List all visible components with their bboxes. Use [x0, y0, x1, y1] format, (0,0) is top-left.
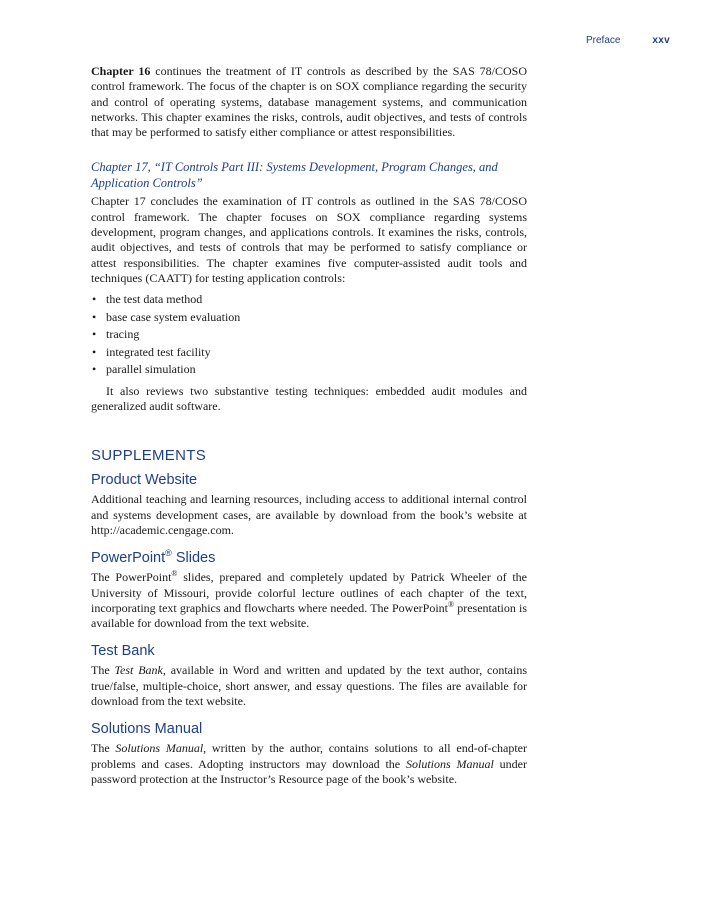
chapter-17-closing: It also reviews two substantive testing techniques: embedded audit modules and generalized audit software. [91, 383, 527, 414]
bullet-icon: • [92, 344, 97, 359]
bullet-icon: • [92, 292, 97, 307]
heading-solutions-manual: Solutions Manual [91, 721, 203, 738]
chapter-16-paragraph [91, 64, 527, 140]
section-title-supplements: SUPPLEMENTS [91, 447, 206, 465]
bullet-icon: • [92, 309, 97, 324]
running-header [586, 35, 670, 49]
page-body [91, 64, 527, 787]
heading-powerpoint-slides: PowerPoint® Slides [91, 548, 216, 567]
heading-product-website: Product Website [91, 472, 198, 489]
bullet-icon: • [92, 327, 97, 342]
chapter-16-text: continues the treatment of IT controls as described by the SAS 78/COSO control framework. The focus of the chapter is on SOX compliance regarding the security and control of operating systems, database management systems, and communication networks. This chapter examines the risks, controls, audit objectives, and tests of controls that may be performed to satisfy either compliance or attest responsibilities. [91, 64, 527, 140]
list-item: • base case system evaluation [91, 309, 527, 327]
chapter-17-paragraph: Chapter 17 concludes the examination of IT controls as outlined in the SAS 78/COSO control framework. The chapter focuses on SOX compliance regarding systems development, program changes, and applications controls. It examines the risks, controls, audit objectives, and tests of controls that may be performed to satisfy compliance or attest responsibilities. The chapter examines five computer-assisted audit tools and techniques (CAATT) for testing application controls: [91, 194, 527, 285]
list-item: • the test data method [91, 291, 527, 309]
list-item: • tracing [91, 326, 527, 344]
powerpoint-paragraph: The PowerPoint® slides, prepared and completely updated by Patrick Wheeler of the University of Missouri, provide colorful lecture outlines of each chapter of the text, incorporating text graphics and flowcharts where needed. The PowerPoint® presentation is available for download from the text website. [91, 569, 527, 631]
chapter-16-lead: Chapter 16 [91, 64, 151, 78]
heading-test-bank: Test Bank [91, 643, 155, 660]
bullet-icon: • [92, 362, 97, 377]
product-website-paragraph: Additional teaching and learning resources, including access to additional internal control and systems development cases, are available by download from the book’s website at http://academic.cengage.com. [91, 492, 527, 537]
solutions-manual-paragraph: The Solutions Manual, written by the author, contains solutions to all end-of-chapter problems and cases. Adopting instructors may download the Solutions Manual under password protection at the Instructor’s Resource page of the book’s website. [91, 741, 527, 786]
caatt-list [91, 291, 527, 379]
page-number: xxv [652, 35, 670, 46]
list-item: • integrated test facility [91, 344, 527, 362]
running-header-title: Preface [586, 35, 621, 46]
test-bank-paragraph: The Test Bank, available in Word and written and updated by the text author, contains true/false, multiple-choice, short answer, and essay questions. The files are available for download from the text website. [91, 663, 528, 709]
chapter-17-heading: Chapter 17, “IT Controls Part III: Systems Development, Program Changes, and Application Controls” [91, 160, 498, 190]
list-item: • parallel simulation [91, 361, 527, 379]
